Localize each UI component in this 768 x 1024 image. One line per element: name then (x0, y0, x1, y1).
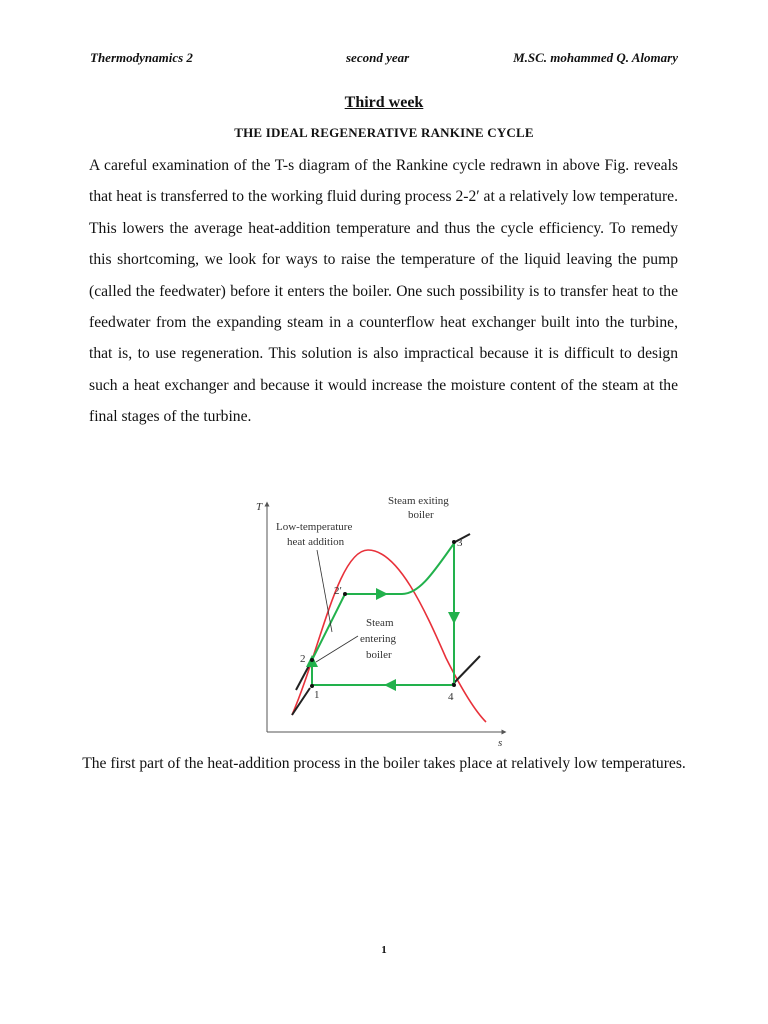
label-low-temp-2: heat addition (287, 536, 345, 548)
state-point-1 (310, 684, 314, 688)
label-enter-2: entering (360, 633, 397, 645)
header-author: M.SC. mohammed Q. Alomary (513, 50, 678, 65)
body-paragraph: A careful examination of the T-s diagram of the Rankine cycle redrawn in above Fig. reveals that heat is transferred to the working fluid during process 2-2′ at a relatively low temperature. This lowers the average heat-addition temperature and thus the cycle efficiency. To remedy this shortcoming, we look for ways to raise the temperature of the liquid leaving the pump (called the feedwater) before it enters the boiler. One such possibility is to transfer heat to the feedwater from the expanding steam in a counterflow heat exchanger built into the turbine, that is, to use regeneration. This solution is also impractical because it is difficult to design such a heat exchanger and because it would increase the moisture content of the steam at the final stages of the turbine. (89, 157, 678, 426)
label-low-temp-1: Low-temperature (276, 521, 353, 533)
process-2prime-3 (345, 542, 455, 594)
state-label-2: 2 (300, 653, 306, 665)
header-year: second year (346, 50, 410, 65)
label-enter-3: boiler (366, 649, 392, 661)
label-exit-2: boiler (408, 509, 434, 521)
header-course: Thermodynamics 2 (90, 50, 193, 65)
isobar-low-right (452, 656, 480, 685)
leader-low-temp (317, 550, 332, 632)
state-label-1: 1 (314, 689, 320, 701)
state-label-4: 4 (448, 691, 454, 703)
page-number: 1 (381, 944, 387, 956)
section-title: THE IDEAL REGENERATIVE RANKINE CYCLE (234, 125, 534, 140)
label-exit-1: Steam exiting (388, 495, 449, 507)
week-title: Third week (344, 94, 424, 111)
ts-diagram-figure (250, 490, 510, 752)
state-point-2 (310, 658, 314, 662)
state-label-3: 3 (457, 537, 463, 549)
t-axis-label: T (256, 501, 263, 513)
state-point-2prime (343, 592, 347, 596)
figure-caption: The first part of the heat-addition process in the boiler takes place at relatively low temperatures. (82, 755, 686, 772)
state-point-3 (452, 540, 456, 544)
ts-diagram (250, 490, 510, 752)
state-point-4 (452, 683, 456, 687)
label-enter-1: Steam (366, 617, 394, 629)
page-header (90, 50, 678, 70)
process-2-2prime (312, 594, 345, 660)
s-axis-label: s (498, 737, 503, 749)
state-label-2prime: 2′ (334, 585, 342, 597)
